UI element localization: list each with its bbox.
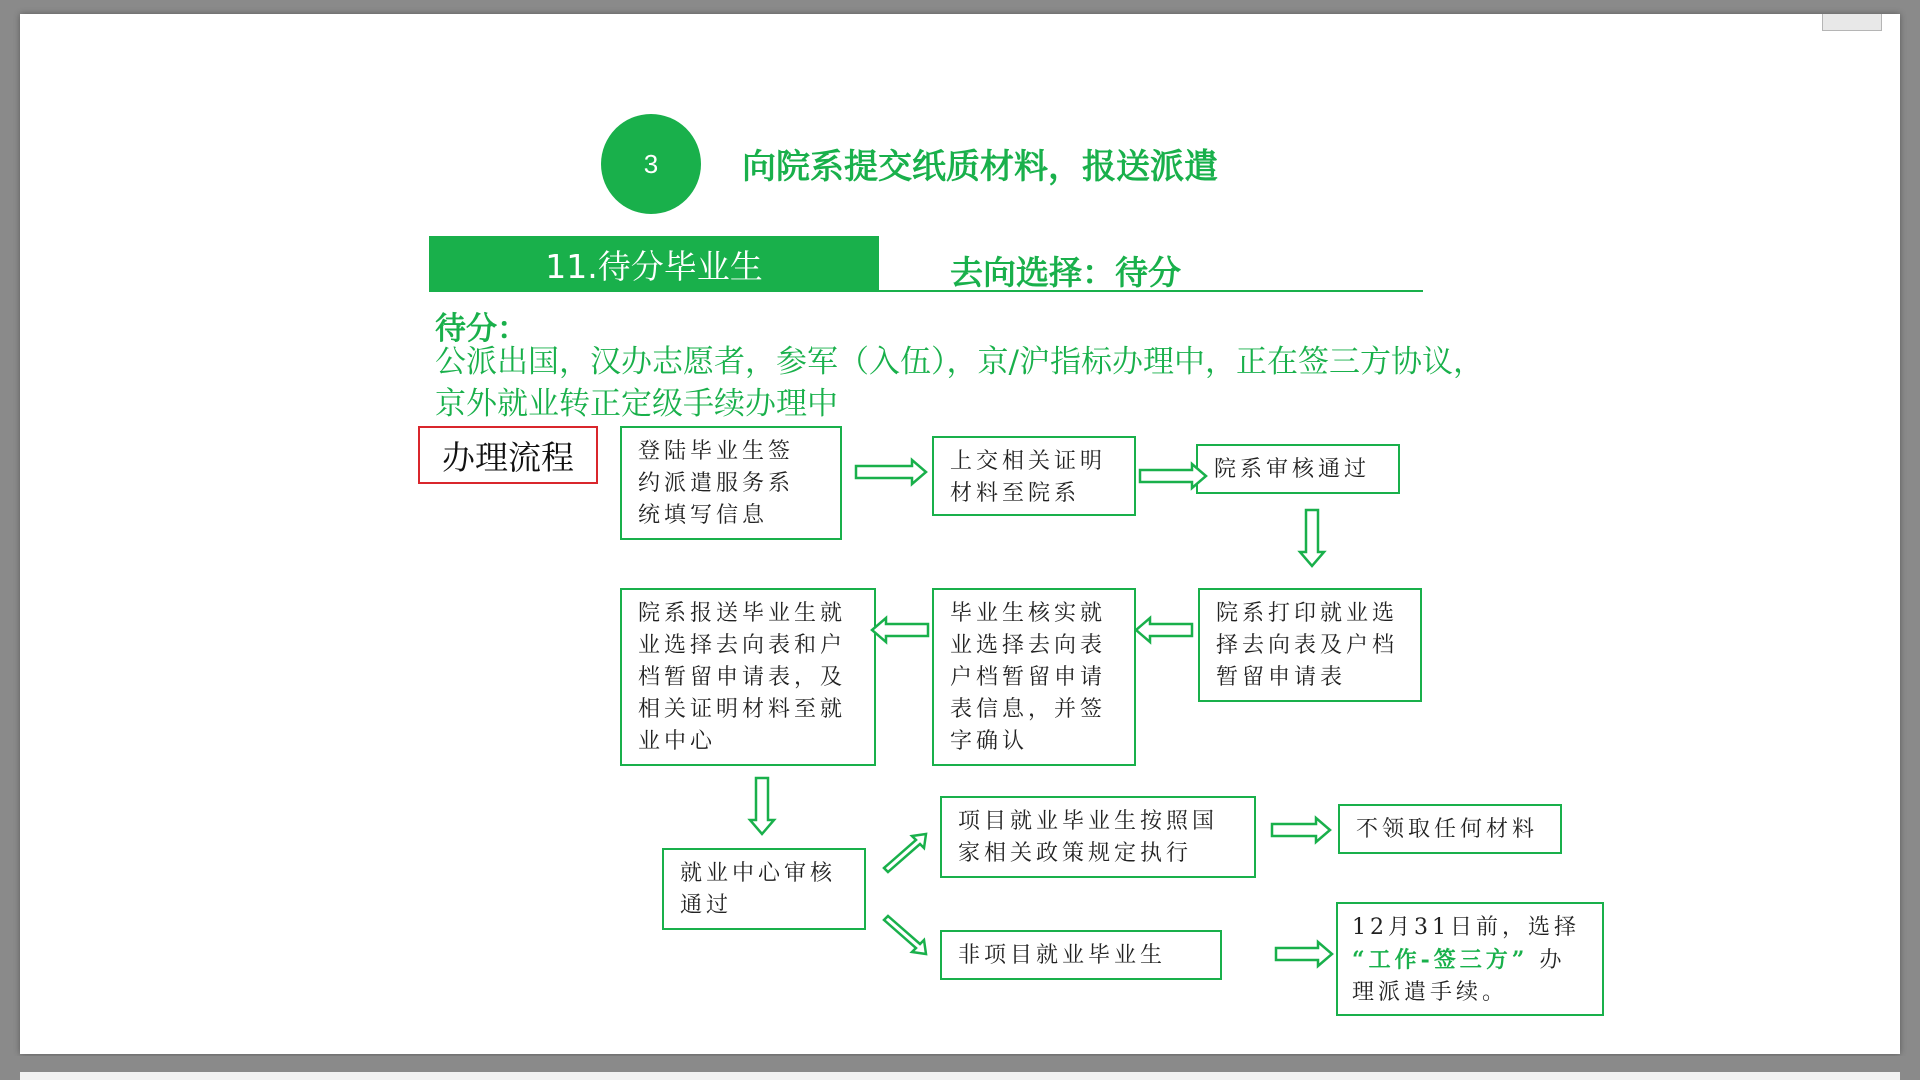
destination-choice: 去向选择：待分	[950, 253, 1181, 292]
flow-result-choose-work-contract	[1336, 902, 1604, 1016]
flow-result-no-materials	[1338, 804, 1562, 854]
arrow-left-icon	[872, 618, 928, 642]
box-line: 理派遣手续。	[1352, 980, 1509, 1005]
box-line: 户档暂留申请	[950, 665, 1107, 690]
box-line: 通过	[680, 893, 733, 918]
flow-step-submit-proof	[932, 436, 1136, 516]
top-strip	[0, 0, 1920, 14]
flow-step-graduate-verify-sign	[932, 588, 1136, 766]
flow-step-dept-print-forms	[1198, 588, 1422, 702]
box-line: 相关证明材料至就	[638, 697, 847, 722]
arrow-right-icon	[856, 460, 926, 484]
pending-line-2: 京外就业转正定级手续办理中	[435, 386, 838, 422]
box-line: 家相关政策规定执行	[958, 841, 1193, 866]
box-line: 业选择去向表	[950, 633, 1107, 658]
arrow-down-right-icon	[884, 916, 926, 954]
flow-branch-non-project-graduates	[940, 930, 1222, 980]
window-corner-control[interactable]	[1822, 14, 1882, 31]
box-line: 业中心	[638, 729, 717, 754]
box-line: 不领取任何材料	[1356, 817, 1539, 842]
box-line-rest: 办	[1528, 948, 1566, 973]
arrow-down-icon	[750, 778, 774, 834]
box-line: 院系报送毕业生就	[638, 601, 847, 626]
pending-label: 待分：	[435, 311, 528, 347]
box-line: 择去向表及户档	[1216, 633, 1399, 658]
flow-branch-project-graduates	[940, 796, 1256, 878]
bottom-strip	[0, 1056, 1920, 1080]
step-number: 3	[643, 148, 659, 179]
arrow-up-right-icon	[884, 834, 926, 872]
pending-line-1: 公派出国，汉办志愿者，参军（入伍），京/沪指标办理中，正在签三方协议，	[435, 344, 1484, 380]
box-line	[1352, 944, 1592, 977]
box-line: 业选择去向表和户	[638, 633, 847, 658]
arrow-down-icon	[1300, 510, 1324, 566]
arrow-left-icon	[1136, 618, 1192, 642]
box-line: 12月31日前，选择	[1352, 915, 1580, 940]
box-line: 约派遣服务系	[638, 471, 795, 496]
flow-step-login-system	[620, 426, 842, 540]
category-tab	[429, 236, 879, 292]
step-number-badge	[601, 114, 701, 214]
box-line: 档暂留申请表，及	[638, 665, 847, 690]
box-line: 院系打印就业选	[1216, 601, 1399, 626]
arrow-right-icon	[1272, 818, 1330, 842]
box-line: 毕业生核实就	[950, 601, 1107, 626]
box-line: 材料至院系	[950, 481, 1081, 506]
flow-step-center-approved	[662, 848, 866, 930]
slide	[20, 14, 1900, 1054]
box-line: 登陆毕业生签	[638, 439, 795, 464]
bottom-bar	[20, 1072, 1900, 1080]
box-line: 非项目就业毕业生	[958, 943, 1167, 968]
box-line: 暂留申请表	[1216, 665, 1347, 690]
category-tab-label: 11.待分毕业生	[545, 246, 763, 286]
arrow-right-icon	[1276, 942, 1332, 966]
box-line: 表信息，并签	[950, 697, 1107, 722]
box-line: 就业中心审核	[680, 861, 837, 886]
pending-description	[435, 341, 1675, 425]
box-line: 项目就业毕业生按照国	[958, 809, 1219, 834]
process-label	[418, 426, 598, 484]
box-line: 统填写信息	[638, 503, 769, 528]
box-line: 院系审核通过	[1214, 457, 1371, 482]
flow-step-dept-submit-to-center	[620, 588, 876, 766]
flow-step-dept-approved	[1196, 444, 1400, 494]
step-title: 向院系提交纸质材料，报送派遣	[742, 147, 1218, 187]
process-label-text: 办理流程	[442, 437, 574, 477]
highlight-choice: “工作-签三方”	[1352, 947, 1529, 973]
box-line: 上交相关证明	[950, 449, 1107, 474]
box-line: 字确认	[950, 729, 1029, 754]
